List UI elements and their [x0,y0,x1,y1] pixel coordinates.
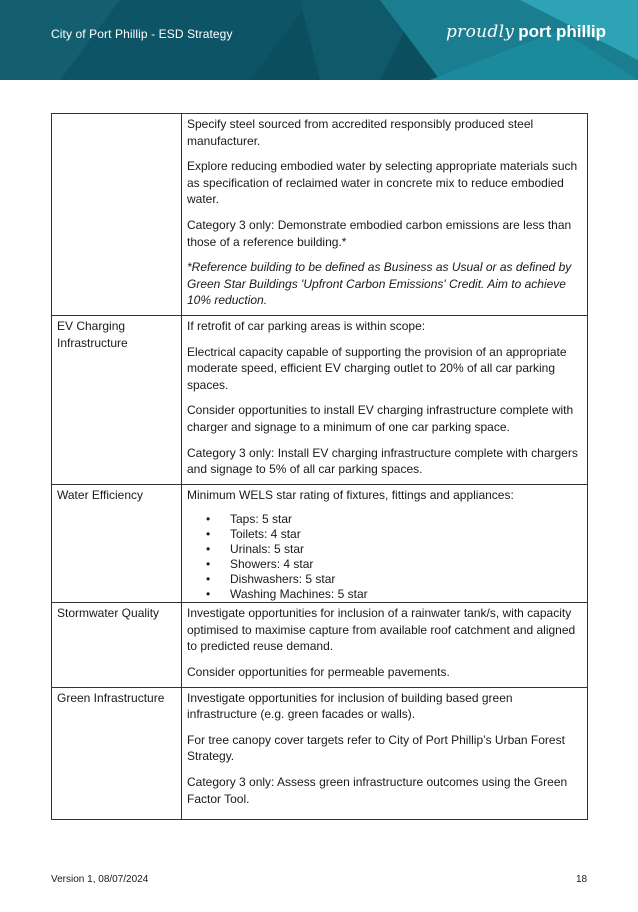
row-content [182,484,588,603]
wels-rating-list [187,512,582,602]
document-title: City of Port Phillip - ESD Strategy [51,27,233,41]
row-label: EV Charging Infrastructure [52,315,182,484]
paragraph: Explore reducing embodied water by selecting appropriate materials such as specification of reclaimed water in concrete mix to reduce embodied water. [187,159,578,207]
paragraph: Consider opportunities for permeable pavements. [187,665,450,680]
port-phillip-logo [446,22,606,42]
list-item: • Washing Machines: 5 star [230,587,582,602]
header-banner [0,0,638,80]
row-content [182,603,588,687]
paragraph: Consider opportunities to install EV charging infrastructure complete with charger and signage to a minimum of one car parking space. [187,403,574,434]
paragraph: Specify steel sourced from accredited responsibly produced steel manufacturer. [187,117,534,148]
row-content [182,687,588,820]
table-row [52,114,588,316]
list-item: • Dishwashers: 5 star [230,572,582,587]
list-item: • Taps: 5 star [230,512,582,527]
paragraph: If retrofit of car parking areas is within scope: [187,318,426,333]
logo-script-text: proudly [446,22,515,42]
row-content [182,114,588,316]
paragraph: Category 3 only: Assess green infrastructure outcomes using the Green Factor Tool. [187,775,568,806]
paragraph: For tree canopy cover targets refer to City of Port Phillip’s Urban Forest Strategy. [187,732,565,764]
paragraph: Category 3 only: Demonstrate embodied carbon emissions are less than those of a reference building.* [187,217,572,249]
paragraph: Category 3 only: Install EV charging infrastructure complete with chargers and signage to 5% of all car parking spaces. [187,445,578,477]
table-row [52,315,588,484]
logo-bold-text: port phillip [518,22,607,41]
footnote: *Reference building to be defined as Business as Usual or as defined by Green Star Buildings 'Upfront Carbon Emissions' Credit. Aim to achieve 10% reduction. [187,260,572,308]
paragraph: Electrical capacity capable of supporting the provision of an appropriate moderate speed, efficient EV charging outlet to 20% of all car parking spaces. [187,344,567,392]
table-row [52,603,588,687]
list-item: • Toilets: 4 star [230,527,582,542]
paragraph: Investigate opportunities for inclusion of building based green infrastructure (e.g. green facades or walls). [187,690,513,722]
row-label [52,114,182,316]
table-row [52,687,588,820]
esd-requirements-table [51,113,588,820]
row-label: Water Efficiency [52,484,182,603]
page-number: 18 [576,874,588,885]
table-row [52,484,588,603]
paragraph: Minimum WELS star rating of fixtures, fittings and appliances: [187,487,514,502]
list-item: • Urinals: 5 star [230,542,582,557]
footer-version: Version 1, 08/07/2024 [51,874,149,885]
paragraph: Investigate opportunities for inclusion of a rainwater tank/s, with capacity optimised to maximise capture from available roof catchment and aligned to predicted reuse demand. [187,606,576,654]
row-label: Stormwater Quality [52,603,182,687]
row-content [182,315,588,484]
list-item: • Showers: 4 star [230,557,582,572]
row-label: Green Infrastructure [52,687,182,820]
